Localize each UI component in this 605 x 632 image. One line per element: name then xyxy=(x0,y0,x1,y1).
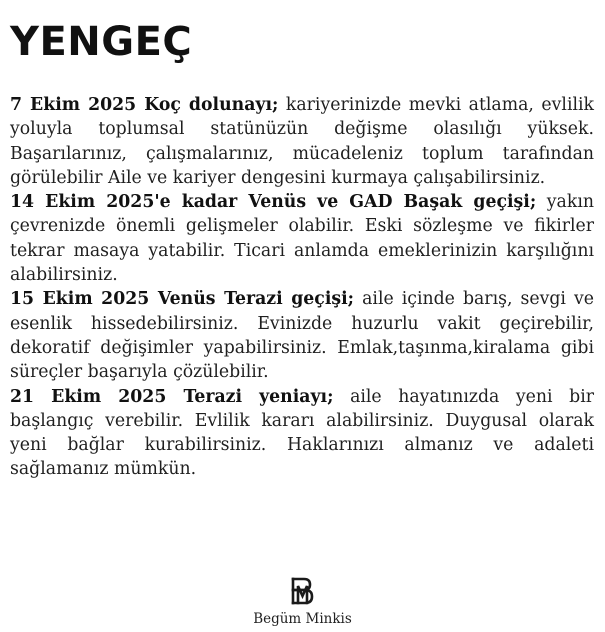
bm-monogram-logo-icon xyxy=(287,575,319,607)
entry-heading: 7 Ekim 2025 Koç dolunayı; xyxy=(10,95,279,115)
entry-paragraph xyxy=(10,190,594,287)
entry-body: kariyerinizde mevki atlama, evlilik yoluyla toplumsal statünüzün değişme olasılığı yüksek. Başarılarınız, çalışmalarınız, mücadeleniz toplum tarafından görülebilir Aile ve kariyer dengesini kurmaya çalışabilirsiniz. xyxy=(10,95,594,188)
footer xyxy=(0,575,605,627)
entry-body: aile hayatınızda yeni bir başlangıç verebilir. Evlilik kararı alabilirsiniz. Duygusal olarak yeni bağlar kurabilirsiniz. Haklarınızı almanız ve adaleti sağlamanız mümkün. xyxy=(10,386,595,480)
entry-paragraph xyxy=(10,385,594,482)
horoscope-content xyxy=(10,93,594,482)
entry-body: yakın çevrenizde önemli gelişmeler olabilir. Eski sözleşme ve fikirler tekrar masaya yatabilir. Ticari anlamda emeklerinizin karşılığını alabilirsiniz. xyxy=(10,192,594,286)
entry-body: aile içinde barış, sevgi ve esenlik hissedebilirsiniz. Evinizde huzurlu vakit geçirebilir, dekoratif değişimler yapabilirsiniz. Emlak,taşınma,kiralama gibi süreçler başarıyla çözülebilir. xyxy=(10,289,594,383)
author-signature: Begüm Minkis xyxy=(253,611,352,627)
entry-heading: 21 Ekim 2025 Terazi yeniayı; xyxy=(10,386,334,407)
entry-paragraph xyxy=(10,287,594,384)
entry-heading: 14 Ekim 2025'e kadar Venüs ve GAD Başak geçişi; xyxy=(10,192,537,213)
entry-paragraph xyxy=(10,93,594,190)
entry-heading: 15 Ekim 2025 Venüs Terazi geçişi; xyxy=(10,289,355,310)
page-title: YENGEÇ xyxy=(10,19,193,65)
